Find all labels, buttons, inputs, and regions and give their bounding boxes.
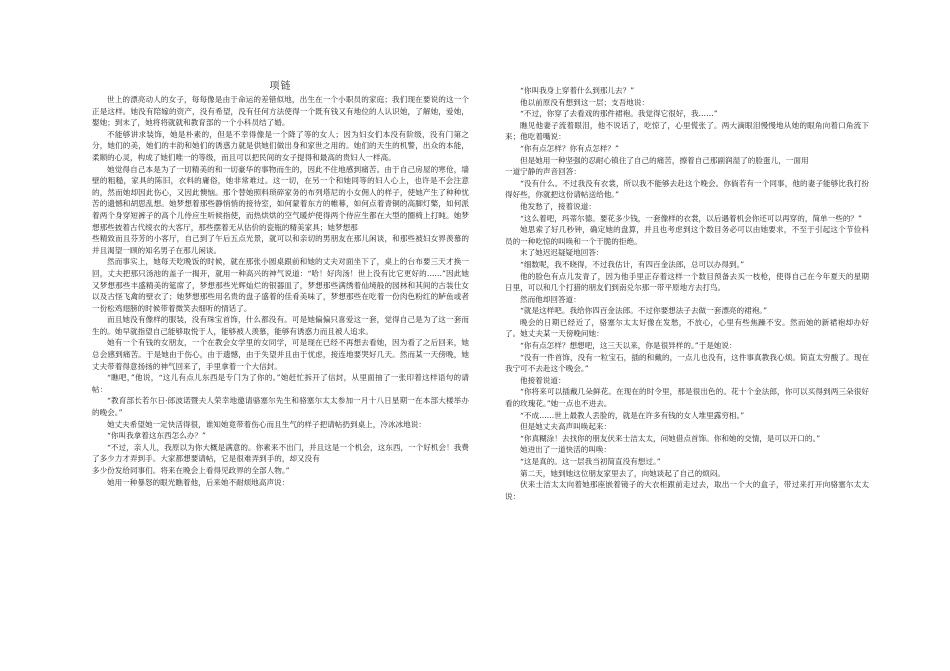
paragraph: 而且她没有像样的服装，没有珠宝首饰，什么都没有。可是她偏偏只喜爱这一套，觉得自己是为了这一套而生的。她早就指望自己能够取悦于人，能够被人羡慕，能够有诱惑力而且被人追求。 [92,315,469,336]
document-title: 项链 [269,81,292,92]
paragraph: “你叫我身上穿着什么到那儿去？” [520,86,635,95]
paragraph: 但是她用一种坚强的忍耐心镇住了自己的痛苦，擦着自己那副润湿了的脸蛋儿，一面用 [520,155,809,165]
paragraph: 然而事实上，她每天吃晚饭的时候，就在那张小圆桌跟前和她的丈夫对面坐下了，桌上的台布要三天才换一回，丈夫把那只汤池的盖子一揭开，就用一种高兴的神气说道：“哈！好肉汤！世上没有比它更好的……”因此她又梦想那些丰盛精美的筵席了，梦想那些光辉灿烂的银器皿了，梦想那些满绣着仙境般的园林和其间的古装仕女以及古怪飞禽的壁衣了；她梦想那些用名贵的盘子盛着的佳肴美味了，梦想那些在吃着一份肉色粉红的鲈鱼或者一份松鸡翅膀的时候带着微笑去细听的情话了。 [92,257,469,313]
paragraph: “不过，亲人儿，我原以为你大概是满意的。你素来不出门，并且这是一个机会，这东西，一个好机会！我费了多少力才弄到手。大家都想要请帖，它是很难弄到手的，却又没有 [92,442,469,464]
paragraph: “不过，你穿了去看戏的那件裙袍。我觉得它很好，我……” [520,109,718,119]
paragraph: “教育部长若尔日·郎波诺暨夫人荣幸地邀请骆塞尔先生和骆塞尔太太参加一月十八日星期一在本部大楼举办的晚会。” [92,396,469,418]
paragraph: 第二天，她到她这位朋友家里去了，向她谈起了自己的烦闷。 [520,468,726,478]
paragraph: 世上的漂亮动人的女子，每每像是由于命运的差错似地，出生在一个小职员的家庭；我们现在要说的这一个正是这样。她没有陪嫁的资产，没有希望，没有任何方法使得一个既有钱又有地位的人认识她，了解她，爱她，娶她；到末了，她将将就就和教育部的一个小科员结了婚。 [92,95,469,128]
paragraph: 她丈夫希望她一定快活得很，谁知她竟带着伤心而且生气的样子把请帖扔到桌上，冷冰冰地说： [107,419,426,429]
paragraph: 她迸出了一道快活的叫唤： [520,445,612,455]
paragraph: 晚会的日期已经近了，骆塞尔太太好像在发愁，不放心，心里有些焦躁不安。然而她的新裙袍却办好了。她丈夫某一天傍晚问她： [505,317,869,339]
paragraph: 多少份发给同事们。将来在晚会上看得见政界的全部人物。” [92,466,290,475]
paragraph: 他接着说道： [520,375,566,385]
right-column-body [505,85,869,502]
paragraph: “你将来可以插戴几朵鲜花。在现在的时令里，那是很出色的。花十个金法郎，你可以买得到两三朵很好看的玫瑰花。”她一点也不进去。 [505,387,869,409]
paragraph: “不成……世上最教人丢脸的，就是在许多有钱的女人堆里露穷相。” [520,410,745,420]
left-column [92,80,469,488]
paragraph: “你真糊涂！去找你的朋友伏来士洁太太，问她借点首饰。你和她的交情，是可以开口的。” [520,433,821,443]
paragraph: 末了她迟迟疑疑地回答： [520,248,604,258]
paragraph: “就是这样吧。我给你四百金法郎。不过你要想法子去做一套漂亮的裙袍。” [520,306,767,316]
paragraph: 她用一种暴怒的眼光瞧着他，后来她不耐烦地高声说： [107,477,290,487]
paragraph: 些精致而且芬芳的小客厅，自己到了午后五点光景，就可以和亲切的男朋友在那儿闲谈，和那些被妇女界羡慕的并且渴望一顾的知名男子在那儿闲谈。 [92,234,469,255]
paragraph: 他的脸色有点儿发青了，因为他手里正存着这样一个数目预备去买一枝枪，使得自己在今年夏天的星期日里，可以和几个打猎的朋友们到南兑尔那一带平原地方去打鸟。 [505,271,869,293]
paragraph: 一道宁静的声音回答： [505,167,581,177]
paragraph: 不能够讲求装饰，她是朴素的，但是不幸得像是一个降了等的女人；因为妇女们本没有阶级，没有门第之分，她们的美，她们的丰韵和她们的诱惑力就是供她们做出身和家世之用的。她们的天生的机警，出众的本能，柔顺的心灵，构成了她们唯一的等级，而且可以把民间的女子提得和最高的贵妇人一样高。 [92,129,469,162]
paragraph: “你有点怎样？想想吧，这三天以来，你是很异样的。”于是她说： [520,341,737,351]
paragraph: 伏来士洁太太向着她那座嵌着镜子的大衣柜跟前走过去，取出一个大的盒子，带过来打开向骆塞尔太太说： [505,480,869,501]
paragraph: 他发愁了，接着说道： [520,201,596,211]
right-column [505,85,869,502]
paragraph: “没有一件首饰，没有一粒宝石，插的和戴的，一点儿也没有，这件事真教我心烦。简直太穷酸了。现在我宁可不去赴这个晚会。” [505,352,869,374]
paragraph: 他以前原没有想到这一层；支吾地说： [520,97,650,107]
paragraph: 她觉得自己本是为了一切精美的和一切豪华的事物而生的，因此不住地感到痛苦。由于自己房屋的寒伧，墙壁的粗糙，家具的陈旧，衣料的庸俗，她非常难过。这一切，在另一个和她同等的妇人心上，也许是不会注意的，然而她却因此伤心，又因此懊恼。那个替她照料琐碎家务的布列塔尼的小女佣人的样子，使她产生了种种忧苦的遗憾和胡思乱想。她梦想着那些静悄悄的接待室，如何蒙着东方的帷幕，如何点着青铜的高脚灯檠，如何派着两个身穿短裤子的高个儿侍应生听候指使，而热烘烘的空气暖炉使得两个侍应生都在大型的圈椅上打盹。她梦想那些披着古代绫衣的大客厅，那些摆着无从估价的瓷瓶的精美家具；她梦想那 [92,164,469,232]
paragraph: 瞧见他妻子流着眼泪，他不说话了，吃惊了，心里慌张了。两大滴眼泪慢慢地从她的眼角向着口角流下来；他吃着嘴说： [505,120,869,142]
paragraph: “细数呢，我不晓得，不过我估计，有四百金法郎，总可以办得到。” [520,259,745,269]
paragraph: “这么着吧，玛蒂尔德。要花多少钱，一套像样的衣裳，以后遇着机会你还可以再穿的，简单一些的？” [520,213,862,223]
paragraph: 然而他却回答道： [520,294,581,304]
paragraph: 但是她丈夫高声叫唤起来： [520,422,612,432]
left-column-body [92,94,469,488]
paragraph: “没有什么。不过我没有衣裳，所以我不能够去赴这个晚会。你倘若有一个同事，他的妻子能够比我打扮得好些，你就把这份请帖送给他。” [505,178,869,200]
paragraph: 她思索了好几秒钟，确定她的盘算，并且也考虑到这个数目务必可以由她要求，不至于引起这个节俭科员的一种吃惊的叫唤和一个干脆的拒绝。 [505,225,869,246]
paragraph: 她有一个有钱的女朋友，一个在教会女学里的女同学，可是现在已经不再想去看她，因为看了之后回来，她总会感到痛苦。于是她由于伤心，由于遗憾，由于失望并且由于忧虑，接连地要哭好几天。然而某一天傍晚，她丈夫带着得意扬扬的神气回来了，手里拿着一个大信封。 [92,338,469,371]
paragraph: “你有点怎样？你有点怎样？” [520,143,619,153]
paragraph: “你叫我拿着这东西怎么办？” [107,431,206,441]
paragraph: “瞧吧，”他说，“这儿有点儿东西是专门为了你的。”她赶忙拆开了信封，从里面抽了一张印着这样语句的请帖： [92,373,469,394]
paragraph: “这是真的。这一层我当初简直没有想过。” [520,457,661,466]
